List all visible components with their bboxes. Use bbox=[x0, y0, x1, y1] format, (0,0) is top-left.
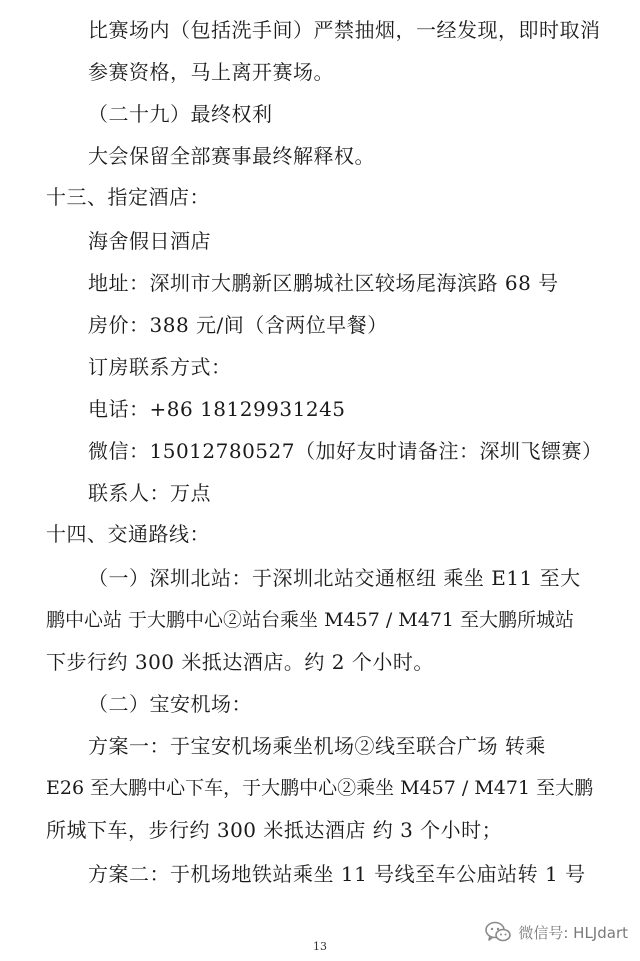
text-line: 下步行约 300 米抵达酒店。约 2 个小时。 bbox=[46, 650, 434, 674]
text-line: 联系人：万点 bbox=[88, 481, 211, 505]
section-heading: 十三、指定酒店： bbox=[46, 185, 210, 209]
text-line: （二十九）最终权利 bbox=[88, 102, 273, 126]
text-line: 所城下车，步行约 300 米抵达酒店 约 3 个小时； bbox=[46, 818, 503, 842]
text-line: 方案二：于机场地铁站乘坐 11 号线至车公庙站转 1 号 bbox=[88, 862, 586, 886]
text-line: 微信：15012780527（加好友时请备注：深圳飞镖赛） bbox=[88, 439, 603, 463]
text-line: E26 至大鹏中心下车，于大鹏中心②乘坐 M457 / M471 至大鹏 bbox=[46, 777, 594, 799]
wechat-icon bbox=[484, 920, 512, 944]
text-line: 房价：388 元/间（含两位早餐） bbox=[88, 313, 388, 337]
text-line: 比赛场内（包括洗手间）严禁抽烟，一经发现，即时取消 bbox=[88, 18, 601, 42]
section-heading: 十四、交通路线： bbox=[46, 522, 210, 546]
watermark bbox=[484, 918, 628, 946]
text-line: （二）宝安机场： bbox=[88, 692, 252, 716]
text-line: （一）深圳北站：于深圳北站交通枢纽 乘坐 E11 至大 bbox=[88, 566, 581, 590]
watermark-text: 微信号: HLJdart bbox=[518, 923, 628, 942]
page-number: 13 bbox=[313, 940, 327, 953]
text-line: 电话：+86 18129931245 bbox=[88, 397, 346, 421]
text-line: 订房联系方式： bbox=[88, 355, 232, 379]
text-line: 地址：深圳市大鹏新区鹏城社区较场尾海滨路 68 号 bbox=[88, 271, 559, 295]
text-line: 海舍假日酒店 bbox=[88, 229, 211, 253]
text-line: 参赛资格，马上离开赛场。 bbox=[88, 60, 334, 84]
text-line: 鹏中心站 于大鹏中心②站台乘坐 M457 / M471 至大鹏所城站 bbox=[46, 609, 575, 631]
text-line: 大会保留全部赛事最终解释权。 bbox=[88, 144, 375, 168]
text-line: 方案一：于宝安机场乘坐机场②线至联合广场 转乘 bbox=[88, 734, 546, 758]
